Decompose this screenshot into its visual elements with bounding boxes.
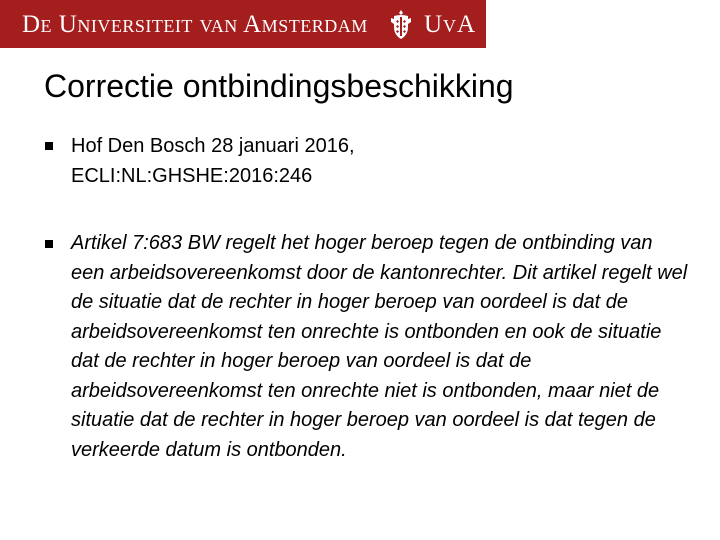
bullet-marker (45, 240, 53, 248)
university-name: De Universiteit van Amsterdam (22, 11, 368, 38)
amsterdam-crest-icon (389, 9, 413, 40)
bullet-marker (45, 142, 53, 150)
citation-line-2: ECLI:NL:GHSHE:2016:246 (71, 164, 313, 187)
bullet-item-article-text: Artikel 7:683 BW regelt het hoger beroep tegen de ontbinding van een arbeidsovereenkomst door de kantonrechter. Dit artikel regelt wel de situatie dat de rechter in hoger beroep van oordeel is dat de arbeidsovereenkomst ten onrechte is ontbonden en ook de situatie dat de rechter in hoger beroep van oordeel is dat de arbeidsovereenkomst ten onrechte niet is ontbonden, maar niet de situatie dat de rechter in hoger beroep van oordeel is dat tegen de verkeerde datum is ontbonden. (71, 232, 688, 461)
uva-short-name: UvA (424, 11, 477, 38)
slide-title: Correctie ontbindingsbeschikking (44, 68, 514, 104)
citation-line-1: Hof Den Bosch 28 januari 2016, (71, 135, 355, 157)
bullet-item-citation (71, 132, 691, 191)
university-header-bar (0, 0, 486, 48)
